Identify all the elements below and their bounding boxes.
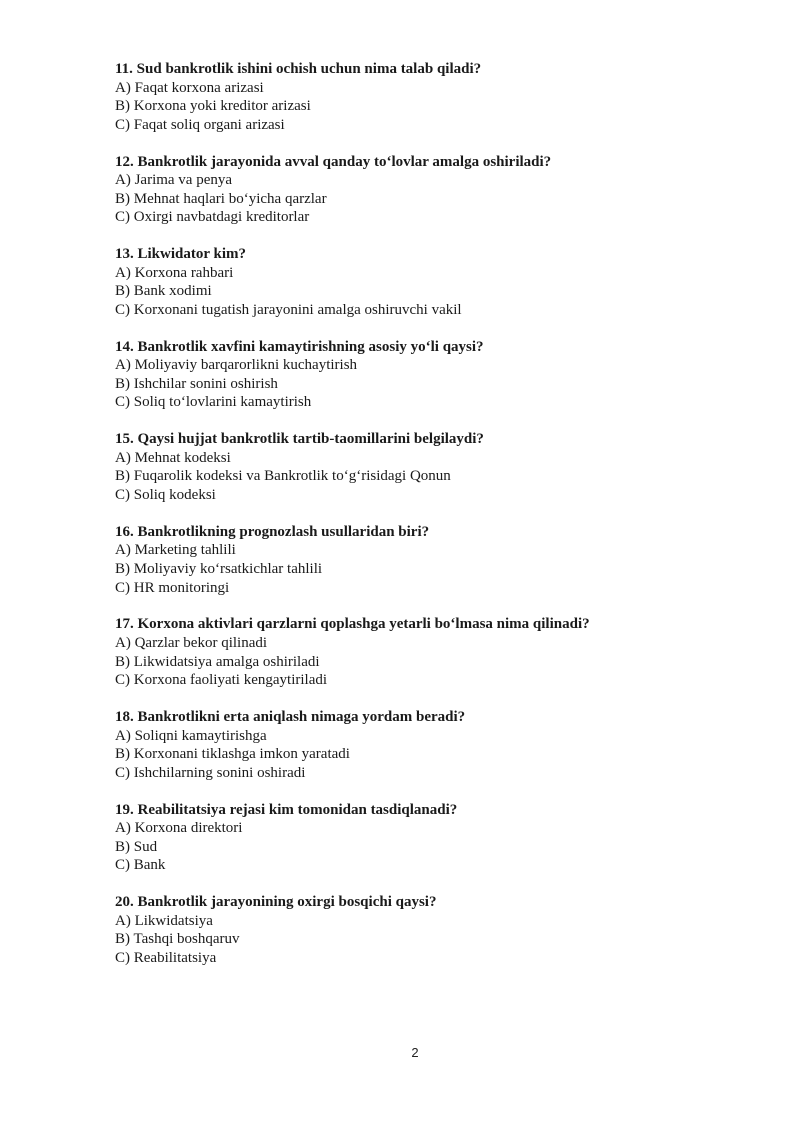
question-title: 18. Bankrotlikni erta aniqlash nimaga yordam beradi? <box>115 708 466 725</box>
answer-option: A) Qarzlar bekor qilinadi <box>115 634 268 651</box>
question-title: 16. Bankrotlikning prognozlash usullaridan biri? <box>115 523 430 540</box>
answer-option: B) Korxonani tiklashga imkon yaratadi <box>115 746 350 763</box>
answer-option: C) Soliq to‘lovlarini kamaytirish <box>115 394 312 411</box>
question-title: 12. Bankrotlik jarayonida avval qanday to‘lovlar amalga oshiriladi? <box>115 153 552 170</box>
question-title: 14. Bankrotlik xavfini kamaytirishning asosiy yo‘li qaysi? <box>115 338 484 355</box>
answer-option: C) Reabilitatsiya <box>115 949 217 966</box>
answer-option: B) Fuqarolik kodeksi va Bankrotlik to‘g‘risidagi Qonun <box>115 468 451 485</box>
answer-option: C) Ishchilarning sonini oshiradi <box>115 764 306 781</box>
answer-option: B) Bank xodimi <box>115 283 212 300</box>
question-block <box>115 801 755 875</box>
answer-option: A) Faqat korxona arizasi <box>115 79 264 96</box>
answer-option: A) Likwidatsiya <box>115 912 213 929</box>
question-block <box>115 615 755 689</box>
question-title: 20. Bankrotlik jarayonining oxirgi bosqichi qaysi? <box>115 894 437 911</box>
question-list <box>115 60 755 986</box>
answer-option: B) Moliyaviy ko‘rsatkichlar tahlili <box>115 561 323 577</box>
question-title: 19. Reabilitatsiya rejasi kim tomonidan tasdiqlanadi? <box>115 801 458 818</box>
answer-option: C) Korxonani tugatish jarayonini amalga oshiruvchi vakil <box>115 301 462 318</box>
answer-option: A) Marketing tahlili <box>115 542 236 559</box>
question-block <box>115 245 755 319</box>
answer-option: A) Moliyaviy barqarorlikni kuchaytirish <box>115 357 358 374</box>
answer-option: C) Korxona faoliyati kengaytiriladi <box>115 672 328 689</box>
answer-option: C) HR monitoringi <box>115 579 230 596</box>
answer-option: C) Oxirgi navbatdagi kreditorlar <box>115 209 310 226</box>
answer-option: A) Jarima va penya <box>115 172 233 189</box>
question-block <box>115 523 755 597</box>
answer-option: B) Likwidatsiya amalga oshiriladi <box>115 653 320 670</box>
question-block <box>115 153 755 227</box>
question-title: 17. Korxona aktivlari qarzlarni qoplashga yetarli bo‘lmasa nima qilinadi? <box>115 616 590 633</box>
question-block <box>115 338 755 412</box>
answer-option: C) Bank <box>115 857 166 874</box>
question-title: 11. Sud bankrotlik ishini ochish uchun nima talab qiladi? <box>115 61 482 77</box>
page-number: 2 <box>411 1045 419 1060</box>
answer-option: A) Korxona direktori <box>115 820 243 837</box>
answer-option: B) Tashqi boshqaruv <box>115 931 240 948</box>
question-title: 15. Qaysi hujjat bankrotlik tartib-taomillarini belgilaydi? <box>115 431 484 448</box>
question-block <box>115 708 755 782</box>
question-title: 13. Likwidator kim? <box>115 246 246 263</box>
answer-option: A) Korxona rahbari <box>115 264 234 281</box>
answer-option: A) Soliqni kamaytirishga <box>115 727 267 744</box>
answer-option: B) Mehnat haqlari bo‘yicha qarzlar <box>115 190 327 207</box>
question-block <box>115 430 755 504</box>
question-block <box>115 60 755 134</box>
answer-option: B) Ishchilar sonini oshirish <box>115 375 278 392</box>
answer-option: B) Korxona yoki kreditor arizasi <box>115 98 311 115</box>
answer-option: C) Faqat soliq organi arizasi <box>115 116 285 133</box>
answer-option: B) Sud <box>115 838 158 855</box>
answer-option: C) Soliq kodeksi <box>115 487 216 504</box>
question-block <box>115 893 755 967</box>
answer-option: A) Mehnat kodeksi <box>115 449 231 466</box>
